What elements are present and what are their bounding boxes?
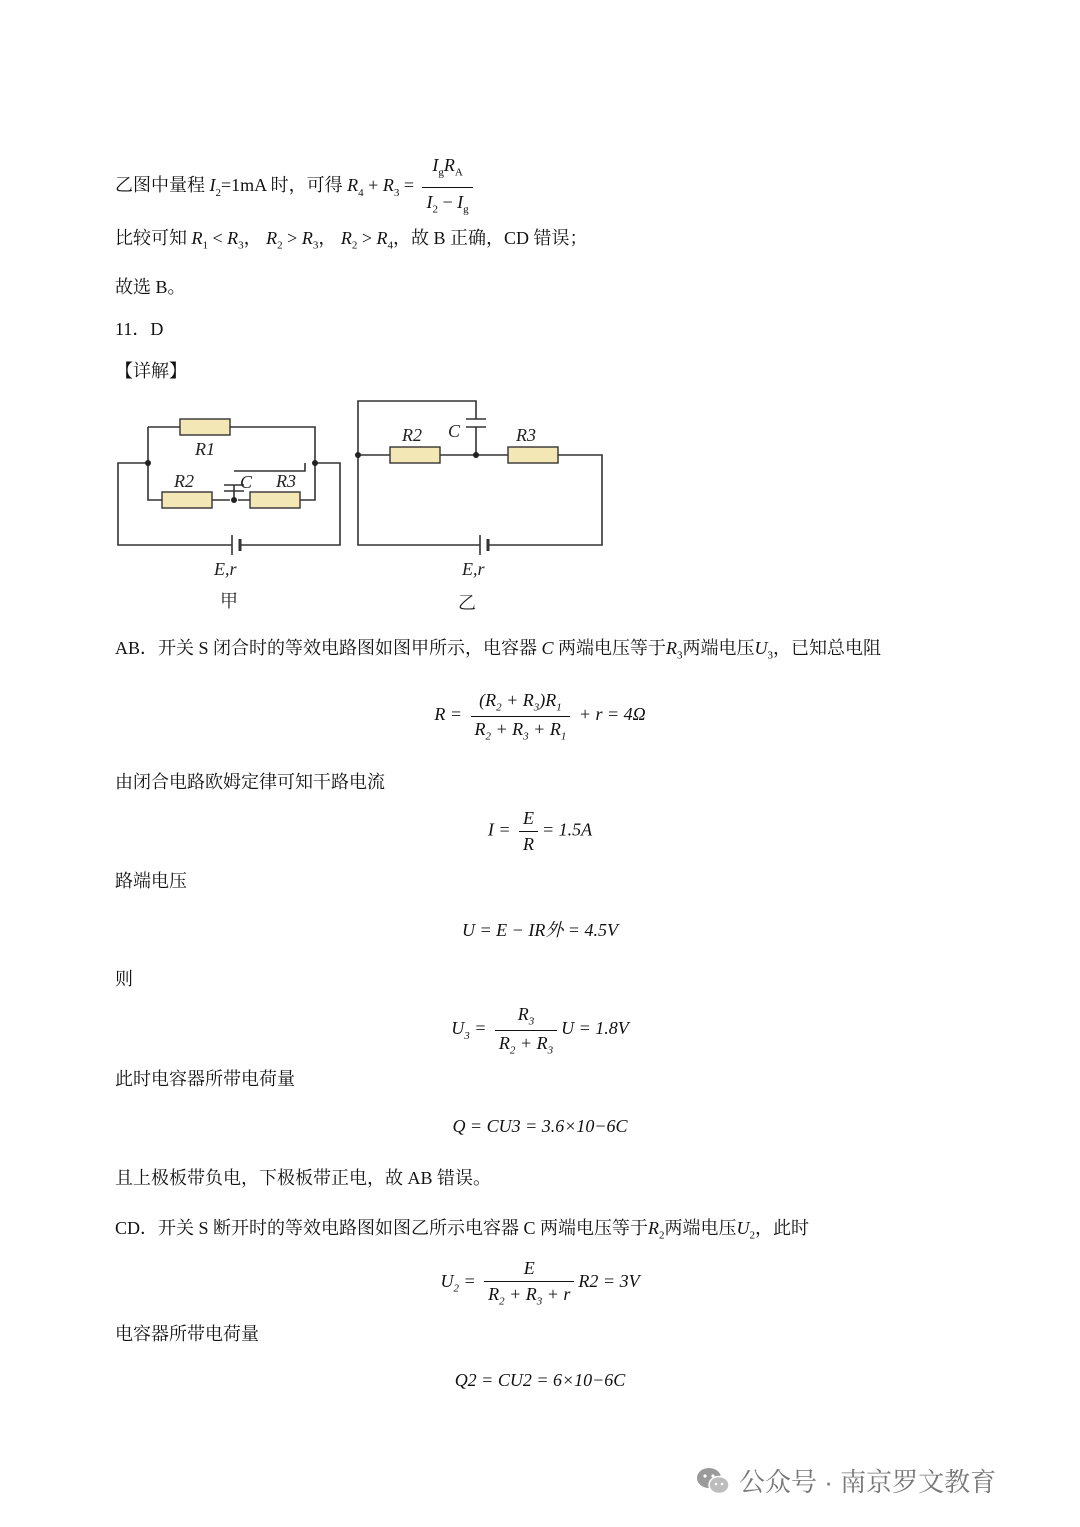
text-line-compare: 比较可知 $R_1 < R_3$， $R_2 > R_3$， $R_2 > R_4$，故 B 正确，CD 错误；	[115, 228, 588, 252]
node-yi-left	[355, 452, 361, 458]
resistor-r2-jia	[162, 492, 212, 508]
resistor-r2-yi	[390, 447, 440, 463]
equation-u2: $U_2$ = $\frac{E}{R_2 + R_3 + r}$ R2 = 3V	[440, 1258, 640, 1308]
equation-u3: $U_3$ = $\frac{R_3}{R_2 + R_3}$ U = 1.8V	[451, 1004, 629, 1057]
text-line-ab: AB．开关 S 闭合时的等效电路图如图甲所示，电容器 C 两端电压等于$R_3$两端电压$U_3$，已知总电阻	[115, 638, 882, 662]
text-line-range: 乙图中量程 $I_2=1mA$ 时，可得 $R_4 + R_3$ = $\frac{I_gR_A}{I_2 - I_g}$	[115, 153, 477, 221]
text-line-terminal: 路端电压	[115, 871, 187, 891]
equation-total-resistance: R = $\frac{(R_2 + R_3)R_1}{R_2 + R_3 + R_1}$ + r = 4Ω	[434, 690, 646, 743]
watermark	[695, 1462, 996, 1499]
equation-charge: Q = CU3 = 3.6×10−6C	[452, 1116, 628, 1136]
text-line-answer: 故选 B。	[115, 277, 186, 297]
node-jia-left	[145, 460, 151, 466]
label-c-yi: C	[448, 421, 461, 441]
node-jia-mid	[231, 497, 237, 503]
resistor-r3-yi	[508, 447, 558, 463]
label-source-yi: E,r	[462, 559, 485, 579]
label-r2-yi: R2	[402, 425, 422, 445]
label-source-jia: E,r	[214, 559, 237, 579]
text-line-ohm: 由闭合电路欧姆定律可知干路电流	[115, 772, 385, 792]
equation-charge2: Q2 = CU2 = 6×10−6C	[454, 1370, 626, 1390]
node-jia-right	[312, 460, 318, 466]
question-number: 11．D	[115, 319, 164, 339]
label-r2-jia: R2	[174, 471, 194, 491]
capacitor-yi	[466, 419, 486, 427]
circuit-diagrams	[110, 395, 610, 615]
label-r3-yi: R3	[516, 425, 536, 445]
text-line-charge2: 电容器所带电荷量	[115, 1324, 259, 1344]
node-yi-mid	[473, 452, 479, 458]
text-line-charge: 此时电容器所带电荷量	[115, 1069, 295, 1089]
label-r3-jia: R3	[276, 471, 296, 491]
watermark-text: 公众号 · 南京罗文教育	[739, 1467, 997, 1497]
battery-jia	[232, 535, 240, 555]
equation-terminal-voltage: U = E − IR外 = 4.5V	[462, 920, 618, 940]
caption-jia: 甲	[220, 591, 238, 611]
equation-current: I = $\frac{E}{R}$ = 1.5A	[487, 808, 593, 854]
battery-yi	[480, 535, 488, 555]
wechat-icon	[695, 1466, 731, 1496]
label-c-jia: C	[240, 472, 253, 492]
section-heading: 【详解】	[115, 361, 187, 381]
caption-yi: 乙	[458, 593, 476, 613]
resistor-r1-jia	[180, 419, 230, 435]
text-line-plates: 且上极板带负电，下极板带正电，故 AB 错误。	[115, 1168, 492, 1188]
label-r1-jia: R1	[195, 439, 215, 459]
text-line-cd: CD．开关 S 断开时的等效电路图如图乙所示电容器 C 两端电压等于$R_2$两端电压$U_2$，此时	[115, 1218, 810, 1242]
resistor-r3-jia	[250, 492, 300, 508]
fraction-ig-ra: $\frac{I_gR_A}{I_2 - I_g}$	[422, 153, 472, 221]
text-line-then: 则	[115, 969, 133, 989]
